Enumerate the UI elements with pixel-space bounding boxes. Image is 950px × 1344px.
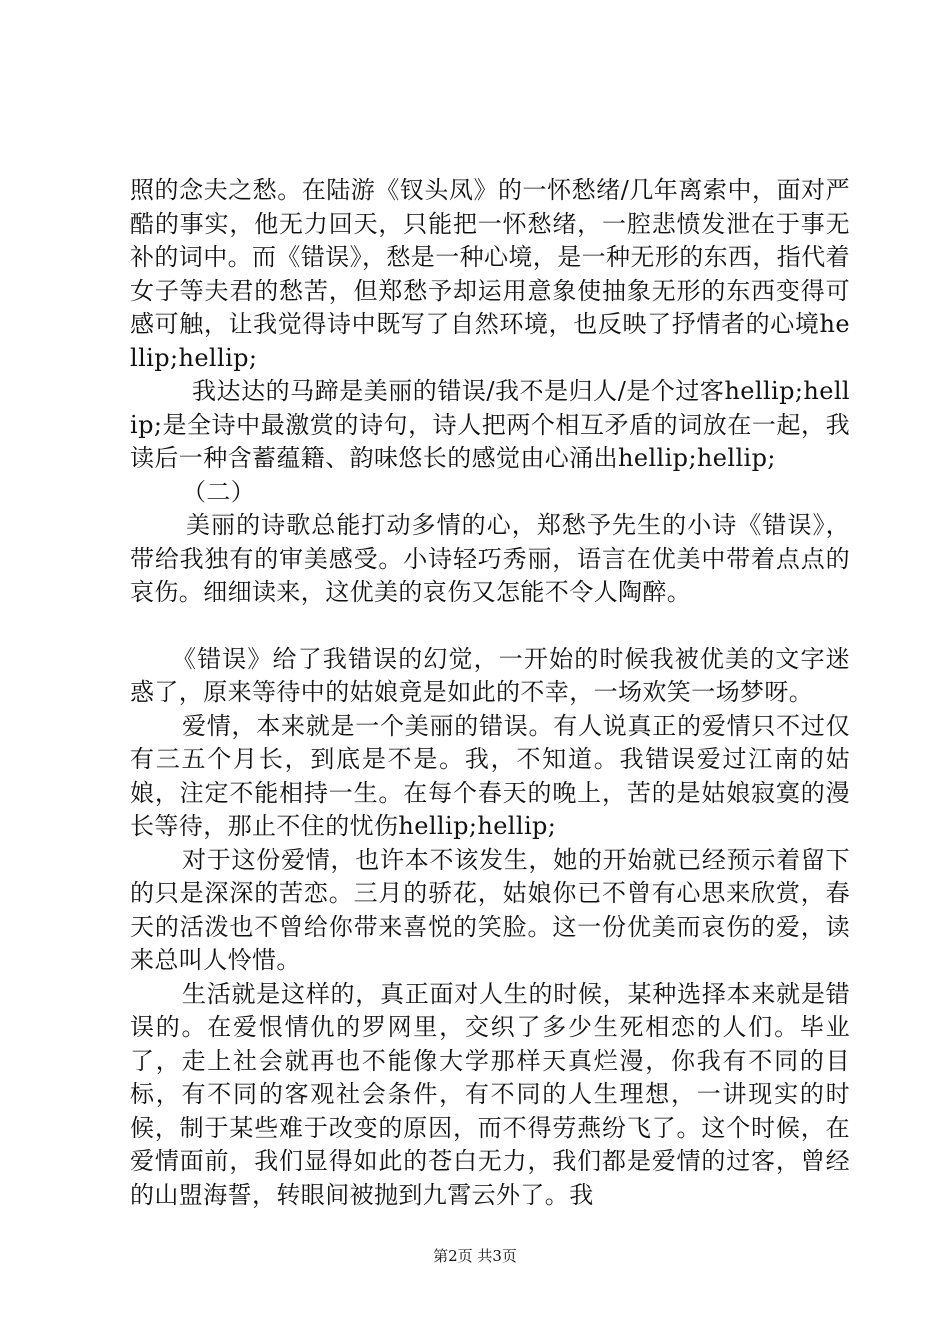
paragraph-7: 生活就是这样的，真正面对人生的时候，某种选择本来就是错误的。在爱恨情仇的罗网里，交织了多少生死相恋的人们。毕业了，走上社会就再也不能像大学那样天真烂漫，你我有不同的目标，有不同的客观社会条件，有不同的人生理想，一讲现实的时候，制于某些难于改变的原因，而不得劳燕纷飞了。这个时候，在爱情面前，我们显得如此的苍白无力，我们都是爱情的过客，曾经的山盟海誓，转眼间被抛到九霄云外了。我 [130,979,850,1209]
paragraph-1: 照的念夫之愁。在陆游《钗头凤》的一怀愁绪/几年离索中，面对严酷的事实，他无力回天，只能把一怀愁绪，一腔悲愤发泄在于事无补的词中。而《错误》，愁是一种心境，是一种无形的东西，指代着女子等夫君的愁苦，但郑愁予却运用意象使抽象无形的东西变得可感可触，让我觉得诗中既写了自然环境，也反映了抒情者的心境hellip;hellip; [130,176,850,372]
paragraph-6: 对于这份爱情，也许本不该发生，她的开始就已经预示着留下的只是深深的苦恋。三月的骄花，姑娘你已不曾有心思来欣赏，春天的活泼也不曾给你带来喜悦的笑脸。这一份优美而哀伤的爱，读来总叫人怜惜。 [130,845,850,974]
paragraph-spacer [130,610,850,643]
page-number: 第2页 共3页 [433,1247,517,1265]
paragraph-3: 美丽的诗歌总能打动多情的心，郑愁予先生的小诗《错误》，带给我独有的审美感受。小诗轻巧秀丽，语言在优美中带着点点的哀伤。细细读来，这优美的哀伤又怎能不令人陶醉。 [130,511,850,606]
document-body [130,174,850,1212]
paragraph-2: 我达达的马蹄是美丽的错误/我不是归人/是个过客hellip;hellip;是全诗中最激赏的诗句，诗人把两个相互矛盾的词放在一起，我读后一种含蓄蕴籍、韵味悠长的感觉由心涌出hellip;hellip; [130,377,850,472]
paragraph-5: 爱情，本来就是一个美丽的错误。有人说真正的爱情只不过仅有三五个月长，到底是不是。我，不知道。我错误爱过江南的姑娘，注定不能相持一生。在每个春天的晚上，苦的是姑娘寂寞的漫长等待，那止不住的忧伤hellip;hellip; [130,711,850,840]
paragraph-4: 《错误》给了我错误的幻觉，一开始的时候我被优美的文字迷惑了，原来等待中的姑娘竟是如此的不幸，一场欢笑一场梦呀。 [130,644,850,706]
section-heading: （二） [182,477,256,506]
